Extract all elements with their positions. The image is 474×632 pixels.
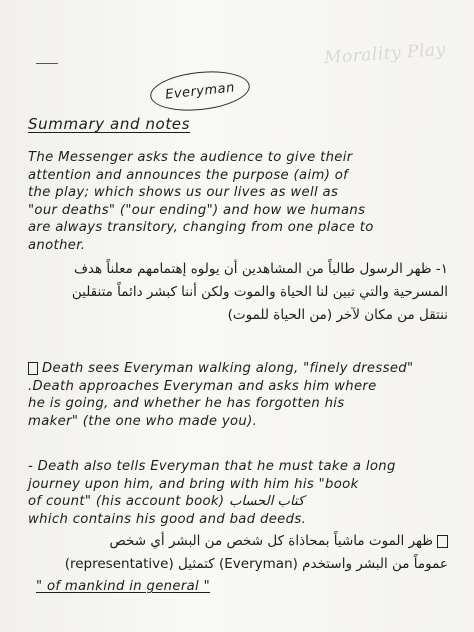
paragraph-messenger bbox=[28, 149, 448, 254]
arabic-line: عموماً من البشر واستخدم (Everyman) كتمثيل (representative) bbox=[64, 556, 448, 572]
text-line: The Messenger asks the audience to give their bbox=[28, 150, 353, 165]
text-line: - Death also tells Everyman that he must take a long bbox=[28, 459, 396, 474]
paragraph-mankind bbox=[36, 578, 456, 596]
page-title: Everyman bbox=[164, 79, 236, 103]
text-line: " of mankind in general " bbox=[36, 579, 211, 594]
paragraph-long-journey bbox=[28, 458, 448, 528]
text-line: .Death approaches Everyman and asks him where bbox=[28, 378, 377, 394]
section-heading: Summary and notes bbox=[28, 115, 191, 133]
arabic-line: ننتقل من مكان لآخر (من الحياة للموت) bbox=[227, 307, 448, 323]
text-line: of count" (his account book) كتاب الحساب bbox=[28, 494, 305, 509]
text-line: another. bbox=[28, 237, 86, 253]
text-line: "our deaths" ("our ending") and how we humans bbox=[28, 202, 366, 218]
arabic-line: ١- ظهر الرسول طالباً من المشاهدين أن يولوه إهتمامهم معلناً هدف bbox=[73, 261, 448, 277]
arabic-note-1 bbox=[28, 258, 448, 327]
arabic-line: المسرحية والتي تبين لنا الحياة والموت ولكن أننا كبشر دائماً متنقلين bbox=[71, 284, 448, 300]
text-line: maker" (the one who made you). bbox=[28, 413, 258, 429]
text-line: the play; which shows us our lives as well as bbox=[28, 185, 339, 200]
text-line: which contains his good and bad deeds. bbox=[28, 511, 307, 527]
arabic-line bbox=[28, 530, 448, 553]
box-marker-icon bbox=[437, 535, 448, 548]
text-line-content: Death sees Everyman walking along, "finely dressed" bbox=[42, 361, 414, 376]
arabic-line-content: ظهر الموت ماشياً بمحاذاة كل شخص من البشر أي شخص bbox=[109, 533, 433, 549]
top-rule bbox=[36, 63, 58, 64]
text-line: journey upon him, and bring with him his "book bbox=[28, 476, 359, 492]
arabic-note-2 bbox=[28, 530, 448, 576]
title-oval bbox=[148, 67, 251, 115]
text-line: he is going, and whether he has forgotten his bbox=[28, 396, 345, 411]
bleed-through-text: Morality Play bbox=[323, 39, 447, 69]
text-line: attention and announces the purpose (aim) of bbox=[28, 167, 349, 183]
text-line: are always transitory, changing from one place to bbox=[28, 220, 374, 235]
text-line bbox=[28, 360, 448, 378]
paragraph-death-approaches bbox=[28, 360, 448, 430]
box-marker-icon bbox=[28, 362, 38, 375]
